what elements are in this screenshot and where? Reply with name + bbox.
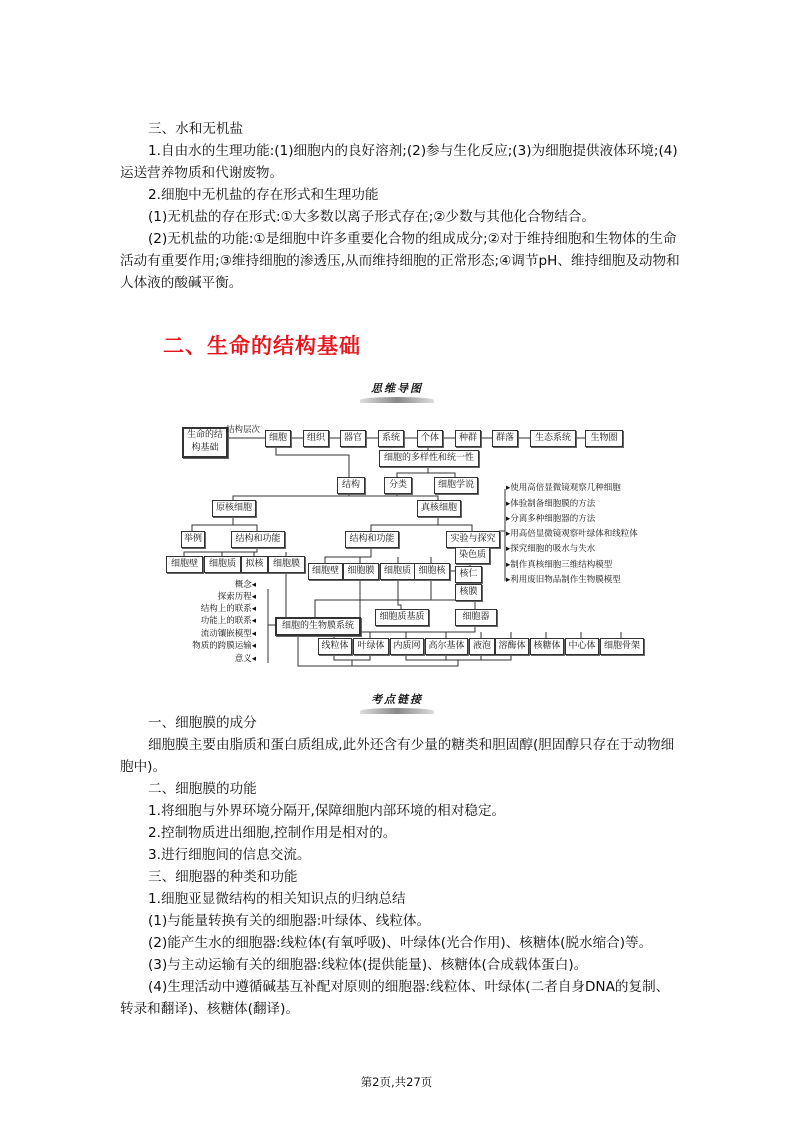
structure-node: 结构 bbox=[337, 477, 365, 494]
example-node: 举例 bbox=[181, 531, 205, 548]
experiment-item: ▸用高倍显微镜观察叶绿体和线粒体 bbox=[506, 529, 638, 539]
root-node: 生命的结构基础 bbox=[182, 427, 228, 458]
euk-part-node: 细胞核 bbox=[414, 563, 450, 580]
mindmap-banner: 思维导图 bbox=[352, 377, 442, 403]
organelle-node: 细胞骨架 bbox=[600, 638, 644, 655]
experiment-item: ▸利用废旧物品制作生物膜模型 bbox=[506, 575, 621, 585]
organelle-node: 高尔基体 bbox=[425, 638, 468, 655]
level-node: 个体 bbox=[417, 430, 443, 447]
paragraph: (4)生理活动中遵循碱基互补配对原则的细胞器:线粒体、叶绿体(二者自身DNA的复制、转录和翻译)、核糖体(翻译)。 bbox=[120, 979, 670, 1017]
page-number: 第2页,共27页 bbox=[360, 1075, 433, 1089]
experiment-item: ▸探究细胞的吸水与失水 bbox=[506, 544, 596, 554]
paragraph: (1)无机盐的存在形式:①大多数以离子形式存在;②少数与其他化合物结合。 bbox=[148, 209, 596, 225]
level-node: 种群 bbox=[455, 430, 481, 447]
nucleus-part-node: 核膜 bbox=[455, 584, 482, 601]
diversity-node: 细胞的多样性和统一性 bbox=[379, 450, 479, 467]
membrane-topic: 功能上的联系◂ bbox=[200, 616, 256, 626]
membrane-topic: 结构上的联系◂ bbox=[200, 604, 256, 614]
pro-structure-node: 结构和功能 bbox=[231, 531, 285, 548]
paragraph: 细胞膜主要由脂质和蛋白质组成,此外还含有少量的糖类和胆固醇(胆固醇只存在于动物细胞中)。 bbox=[120, 737, 675, 775]
organelle-node: 溶酶体 bbox=[495, 638, 529, 655]
level-node: 组织 bbox=[303, 430, 329, 447]
membrane-system-node: 细胞的生物膜系统 bbox=[275, 617, 361, 636]
paragraph: (2)能产生水的细胞器:线粒体(有氧呼吸)、叶绿体(光合作用)、核糖体(脱水缩合)等。 bbox=[148, 935, 653, 951]
paragraph: 3.进行细胞间的信息交流。 bbox=[148, 847, 311, 863]
membrane-topic: 意义◂ bbox=[234, 654, 256, 664]
pro-part-node: 拟核 bbox=[241, 556, 268, 573]
eukaryote-node: 真核细胞 bbox=[417, 500, 461, 517]
prokaryote-node: 原核细胞 bbox=[212, 500, 256, 517]
points-banner: 考点链接 bbox=[352, 688, 442, 714]
membrane-topic: 探索历程◂ bbox=[217, 592, 256, 602]
level-node: 生态系统 bbox=[530, 430, 576, 447]
section-heading: 三、细胞器的种类和功能 bbox=[148, 869, 298, 885]
pro-part-node: 细胞质 bbox=[204, 556, 241, 573]
classification-node: 分类 bbox=[384, 477, 412, 494]
nucleus-part-node: 核仁 bbox=[455, 566, 482, 583]
paragraph: (3)与主动运输有关的细胞器:线粒体(提供能量)、核糖体(合成载体蛋白)。 bbox=[148, 957, 588, 973]
paragraph: 2.控制物质进出细胞,控制作用是相对的。 bbox=[148, 825, 397, 841]
experiment-item: ▸体验制备细胞膜的方法 bbox=[506, 499, 596, 509]
section-heading: 二、细胞膜的功能 bbox=[148, 781, 257, 797]
euk-part-node: 细胞膜 bbox=[343, 563, 379, 580]
organelles-node: 细胞器 bbox=[455, 609, 497, 626]
pro-part-node: 细胞膜 bbox=[268, 556, 305, 573]
paragraph: 1.细胞亚显微结构的相关知识点的归纳总结 bbox=[148, 891, 406, 907]
experiment-item: ▸使用高倍显微镜观察几种细胞 bbox=[506, 483, 621, 493]
paragraph: (1)与能量转换有关的细胞器:叶绿体、线粒体。 bbox=[148, 913, 431, 929]
paragraph: 1.将细胞与外界环境分隔开,保障细胞内部环境的相对稳定。 bbox=[148, 803, 506, 819]
levels-label: 结构层次 bbox=[226, 425, 261, 435]
membrane-topic: 流动镶嵌模型◂ bbox=[200, 629, 256, 639]
cell-theory-node: 细胞学说 bbox=[434, 477, 478, 494]
level-node: 细胞 bbox=[265, 430, 291, 447]
section-heading: 三、水和无机盐 bbox=[148, 121, 244, 137]
nucleus-part-node: 染色质 bbox=[455, 547, 490, 564]
organelle-node: 叶绿体 bbox=[353, 638, 389, 655]
organelle-node: 核糖体 bbox=[530, 638, 564, 655]
euk-part-node: 细胞壁 bbox=[308, 563, 343, 580]
euk-part-node: 细胞质 bbox=[380, 563, 415, 580]
experiment-item: ▸分离多种细胞器的方法 bbox=[506, 514, 596, 524]
paragraph: 2.细胞中无机盐的存在形式和生理功能 bbox=[148, 187, 379, 203]
chapter-title: 二、生命的结构基础 bbox=[163, 334, 361, 358]
organelle-node: 线粒体 bbox=[318, 638, 352, 655]
cytoplasm-matrix-node: 细胞质基质 bbox=[375, 609, 429, 626]
level-node: 器官 bbox=[340, 430, 366, 447]
experiment-item: ▸制作真核细胞三维结构模型 bbox=[506, 560, 613, 570]
experiment-node: 实验与探究 bbox=[446, 531, 500, 548]
level-node: 系统 bbox=[378, 430, 404, 447]
pro-part-node: 细胞壁 bbox=[166, 556, 203, 573]
paragraph: 1.自由水的生理功能:(1)细胞内的良好溶剂;(2)参与生化反应;(3)为细胞提供液体环境;(4)运送营养物质和代谢废物。 bbox=[120, 143, 678, 181]
membrane-topic: 物质的跨膜运输◂ bbox=[192, 641, 256, 651]
level-node: 群落 bbox=[492, 430, 518, 447]
membrane-topic: 概念◂ bbox=[234, 580, 256, 590]
section-heading: 一、细胞膜的成分 bbox=[148, 715, 257, 731]
organelle-node: 液泡 bbox=[469, 638, 495, 655]
level-node: 生物圈 bbox=[585, 430, 623, 447]
euk-structure-node: 结构和功能 bbox=[345, 531, 399, 548]
organelle-node: 内质网 bbox=[390, 638, 424, 655]
paragraph: (2)无机盐的功能:①是细胞中许多重要化合物的组成成分;②对于维持细胞和生物体的生命活动有重要作用;③维持细胞的渗透压,从而维持细胞的正常形态;④调节pH、维持细胞及动物和人体液的酸碱平衡。 bbox=[120, 231, 680, 291]
organelle-node: 中心体 bbox=[565, 638, 599, 655]
